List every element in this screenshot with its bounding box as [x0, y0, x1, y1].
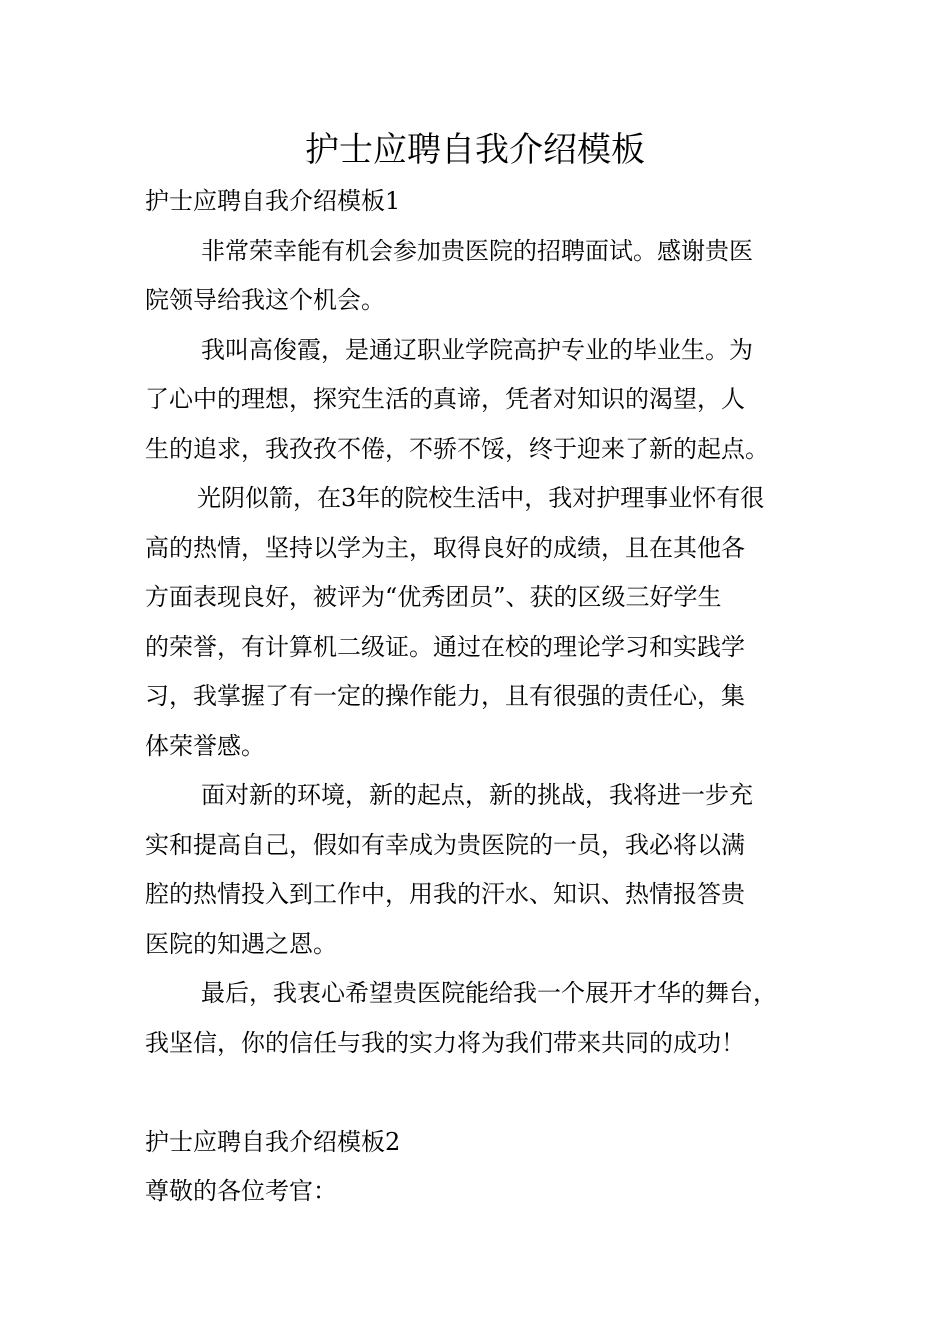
paragraph-4: [145, 771, 810, 969]
paragraph-line: 医院的知遇之恩。: [145, 929, 337, 958]
paragraph-5: [145, 969, 810, 1068]
paragraph-line: 面对新的环境，新的起点，新的挑战，我将进一步充: [201, 781, 753, 809]
section-heading-1: 护士应聘自我介绍模板1: [145, 187, 401, 215]
section-spacer: [145, 1068, 810, 1118]
salutation: 尊敬的各位考官：: [145, 1177, 337, 1205]
paragraph-line: 生的追求，我孜孜不倦，不骄不馁，终于迎来了新的起点。: [145, 434, 769, 463]
paragraph-line: 方面表现良好，被评为“优秀团员”、获的区级三好学生: [145, 583, 722, 611]
paragraph-line: 腔的热情投入到工作中，用我的汗水、知识、热情报答贵: [145, 880, 745, 908]
paragraph-3: [145, 474, 810, 771]
paragraph-line: 了心中的理想，探究生活的真谛，凭者对知识的渴望，人: [145, 385, 745, 413]
paragraph-line: 院领导给我这个机会。: [145, 286, 385, 314]
paragraph-line: 高的热情，坚持以学为主，取得良好的成绩，且在其他各: [145, 533, 745, 562]
paragraph-line: 非常荣幸能有机会参加贵医院的招聘面试。感谢贵医: [201, 236, 753, 265]
paragraph-2: [145, 326, 810, 475]
paragraph-line: 我叫高俊霞，是通辽职业学院高护专业的毕业生。为: [201, 335, 753, 364]
paragraph-1: [145, 227, 810, 326]
document-title: 护士应聘自我介绍模板: [305, 130, 645, 170]
document-body: [145, 177, 810, 1217]
paragraph-line: 体荣誉感。: [145, 731, 265, 760]
paragraph-line: 习，我掌握了有一定的操作能力，且有很强的责任心，集: [145, 682, 745, 710]
paragraph-line: 的荣誉，有计算机二级证。通过在校的理论学习和实践学: [145, 632, 745, 661]
section-heading-2: 护士应聘自我介绍模板2: [145, 1127, 401, 1156]
paragraph-line: 光阴似箭，在3年的院校生活中，我对护理事业怀有很: [197, 484, 765, 512]
paragraph-line: 最后，我衷心希望贵医院能给我一个展开才华的舞台，: [201, 979, 777, 1007]
paragraph-line: 我坚信，你的信任与我的实力将为我们带来共同的成功！: [145, 1028, 745, 1057]
paragraph-line: 实和提高自己，假如有幸成为贵医院的一员，我必将以满: [145, 830, 745, 859]
